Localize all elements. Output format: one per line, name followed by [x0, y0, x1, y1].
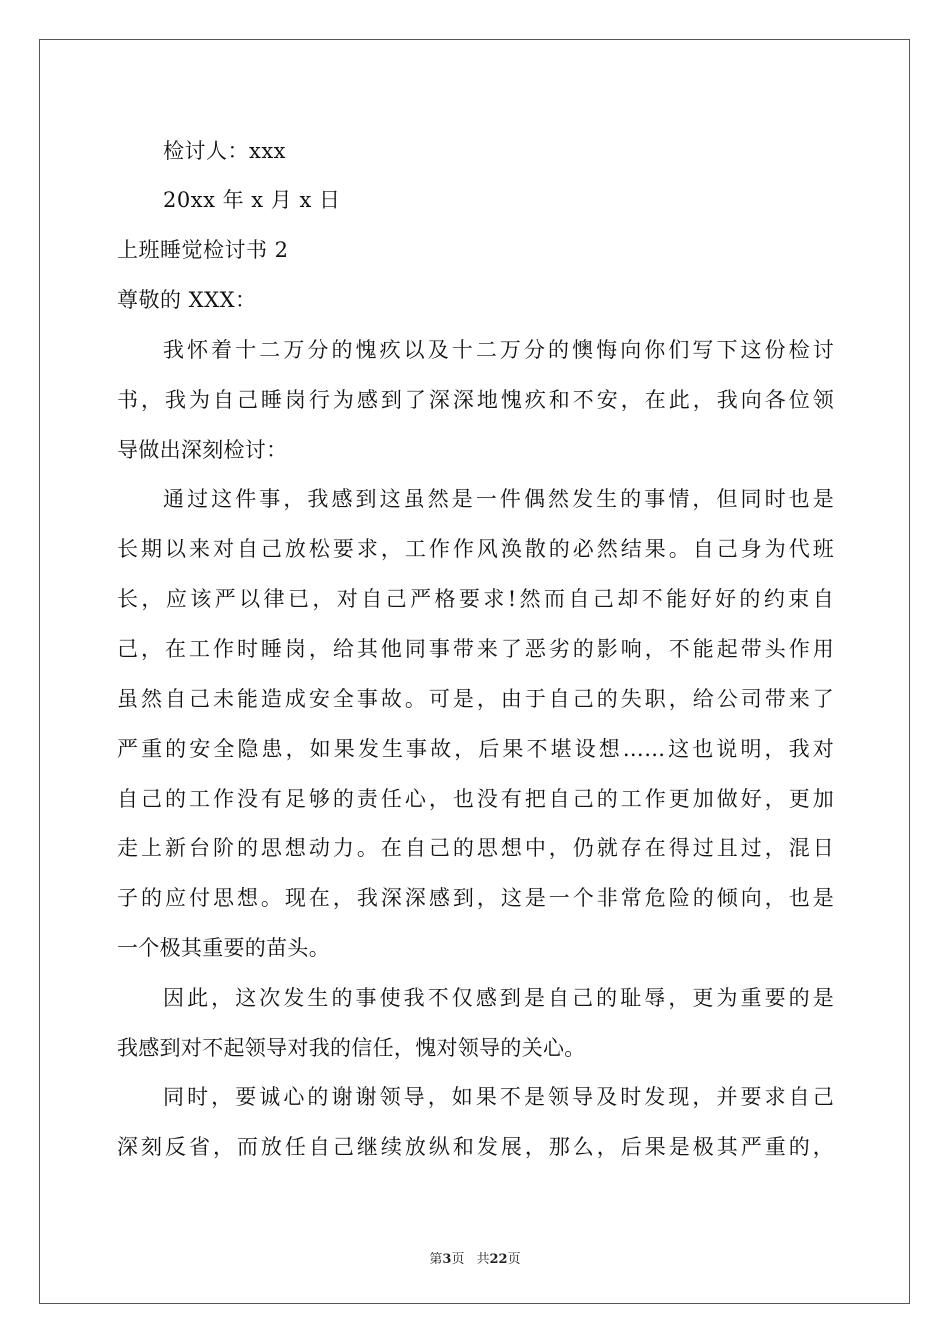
- date-line: 20xx 年 x 月 x 日: [163, 188, 341, 212]
- footer-page-prefix: 第: [429, 1252, 443, 1267]
- paragraph-2-line-3: 长，应该严以律已，对自己严格要求!然而自己却不能好好的约束自: [117, 587, 834, 611]
- paragraph-2-line-8: 走上新台阶的思想动力。在自己的思想中，仍就存在得过且过，混日: [117, 836, 834, 860]
- paragraph-2-line-1: 通过这件事，我感到这虽然是一件偶然发生的事情，但同时也是: [163, 487, 834, 511]
- paragraph-4-line-2: 深刻反省，而放任自己继续放纵和发展，那么，后果是极其严重的，: [117, 1135, 834, 1159]
- footer-total-suffix: 页: [507, 1252, 521, 1267]
- page-border: [39, 39, 910, 1304]
- footer-page-suffix: 页: [451, 1252, 465, 1267]
- paragraph-4-line-1: 同时，要诚心的谢谢领导，如果不是领导及时发现，并要求自己: [163, 1085, 834, 1109]
- reviewer-line: 检讨人：xxx: [163, 139, 287, 163]
- paragraph-2-line-2: 长期以来对自己放松要求，工作作风涣散的必然结果。自己身为代班: [117, 537, 834, 561]
- paragraph-2-line-10: 一个极其重要的苗头。: [117, 936, 330, 960]
- paragraph-1-line-3: 导做出深刻检讨：: [117, 438, 288, 462]
- footer-total-prefix: 共: [476, 1252, 490, 1267]
- paragraph-2-line-4: 己，在工作时睡岗，给其他同事带来了恶劣的影响，不能起带头作用: [117, 637, 834, 661]
- salutation: 尊敬的 XXX：: [117, 288, 257, 312]
- document-title: 上班睡觉检讨书 2: [117, 238, 289, 262]
- paragraph-2-line-7: 自己的工作没有足够的责任心，也没有把自己的工作更加做好，更加: [117, 787, 834, 811]
- paragraph-2-line-9: 子的应付思想。现在，我深深感到，这是一个非常危险的倾向，也是: [117, 886, 834, 910]
- paragraph-2-line-6: 严重的安全隐患，如果发生事故，后果不堪设想……这也说明，我对: [117, 737, 834, 761]
- footer-page-number: 3: [442, 1252, 452, 1267]
- footer-total-pages: 22: [489, 1252, 508, 1267]
- paragraph-1-line-2: 书，我为自己睡岗行为感到了深深地愧疚和不安，在此，我向各位领: [117, 388, 834, 412]
- paragraph-1-line-1: 我怀着十二万分的愧疚以及十二万分的懊悔向你们写下这份检讨: [163, 338, 834, 362]
- paragraph-2-line-5: 虽然自己未能造成安全事故。可是，由于自己的失职，给公司带来了: [117, 687, 834, 711]
- paragraph-3-line-2: 我感到对不起领导对我的信任，愧对领导的关心。: [117, 1036, 586, 1060]
- page-footer: [0, 1248, 950, 1267]
- paragraph-3-line-1: 因此，这次发生的事使我不仅感到是自己的耻辱，更为重要的是: [163, 986, 834, 1010]
